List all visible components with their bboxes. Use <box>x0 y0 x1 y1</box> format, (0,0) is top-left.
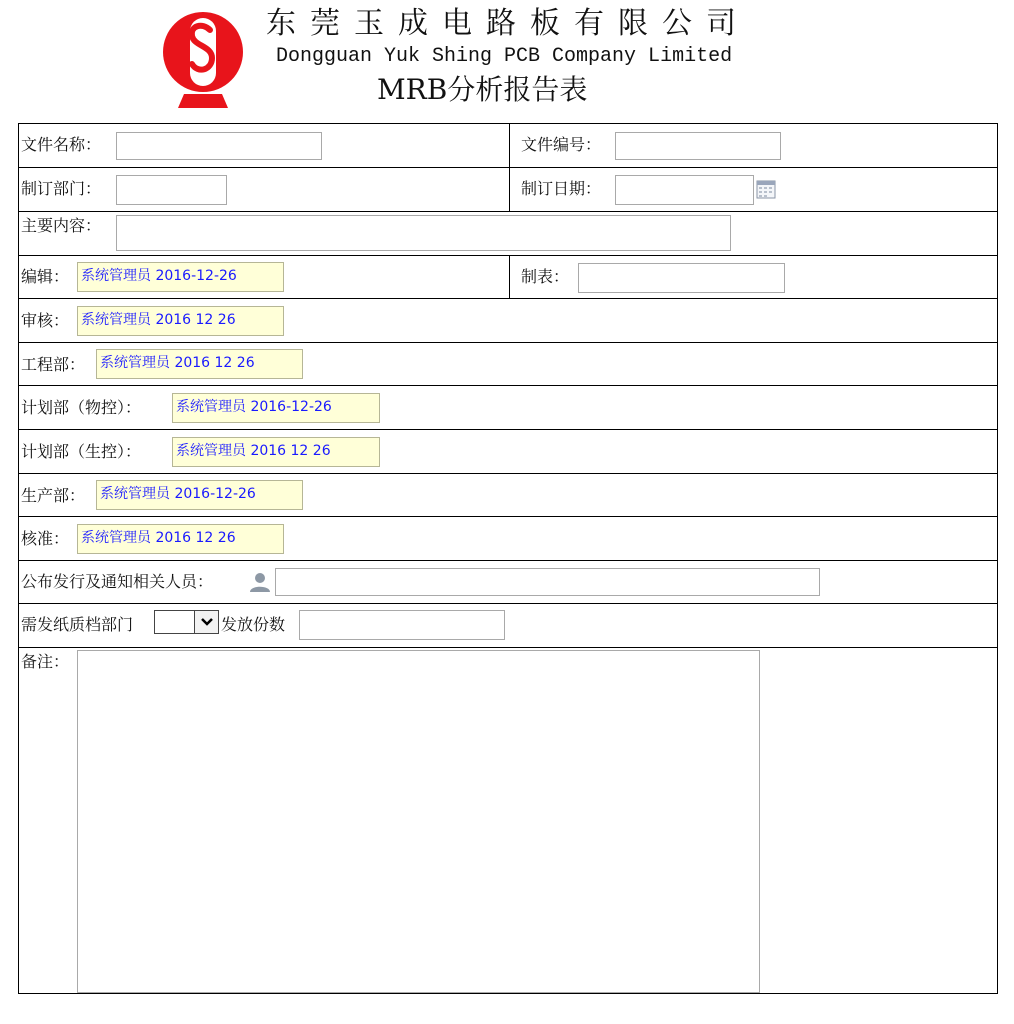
notify-input[interactable] <box>275 568 820 596</box>
row-engineering <box>19 343 997 386</box>
copies-label: 发放份数 <box>221 615 286 634</box>
plan-pc-label: 计划部（生控）： <box>21 442 142 461</box>
row-doc-name <box>19 124 997 168</box>
column-divider <box>509 256 510 298</box>
maker-input[interactable] <box>578 263 785 293</box>
plan-pc-signature: 系统管理员 2016 12 26 <box>172 437 380 467</box>
row-approve <box>19 517 997 561</box>
calendar-icon[interactable] <box>756 179 776 199</box>
prod-signature: 系统管理员 2016-12-26 <box>96 480 303 510</box>
approve-label: 核准： <box>21 529 70 548</box>
copies-input[interactable] <box>299 610 505 640</box>
eng-signature: 系统管理员 2016 12 26 <box>96 349 303 379</box>
row-production <box>19 474 997 517</box>
row-paper-dept <box>19 604 997 648</box>
approve-signature: 系统管理员 2016 12 26 <box>77 524 284 554</box>
row-content <box>19 212 997 256</box>
plan-mc-signature: 系统管理员 2016-12-26 <box>172 393 380 423</box>
dept-label: 制订部门： <box>21 179 102 198</box>
row-dept <box>19 168 997 212</box>
mrb-form <box>18 123 998 994</box>
content-label: 主要内容： <box>21 216 102 235</box>
plan-mc-label: 计划部（物控）： <box>21 398 142 417</box>
row-plan-material <box>19 386 997 430</box>
prod-label: 生产部： <box>21 486 86 505</box>
content-textarea[interactable] <box>116 215 731 251</box>
doc-name-label: 文件名称： <box>21 135 102 154</box>
row-review <box>19 299 997 343</box>
date-input[interactable] <box>615 175 754 205</box>
maker-label: 制表： <box>521 267 570 286</box>
column-divider <box>509 168 510 211</box>
remark-label: 备注： <box>21 652 70 671</box>
review-signature: 系统管理员 2016 12 26 <box>77 306 284 336</box>
review-label: 审核： <box>21 311 70 330</box>
notify-label: 公布发行及通知相关人员： <box>21 572 214 591</box>
company-name-en: Dongguan Yuk Shing PCB Company Limited <box>276 45 733 68</box>
date-label: 制订日期： <box>521 179 602 198</box>
dept-input[interactable] <box>116 175 227 205</box>
person-icon[interactable] <box>249 571 271 593</box>
row-remark <box>19 648 997 993</box>
editor-signature: 系统管理员 2016-12-26 <box>77 262 284 292</box>
doc-name-input[interactable] <box>116 132 322 160</box>
editor-label: 编辑： <box>21 267 70 286</box>
eng-label: 工程部： <box>21 355 86 374</box>
remark-textarea[interactable] <box>77 650 760 993</box>
row-notify <box>19 561 997 604</box>
report-title: MRB分析报告表 <box>377 73 588 106</box>
row-plan-production <box>19 430 997 474</box>
chevron-down-icon[interactable] <box>194 611 218 633</box>
paper-dept-label: 需发纸质档部门 <box>21 615 134 634</box>
company-logo <box>162 8 244 110</box>
column-divider <box>509 124 510 167</box>
doc-no-input[interactable] <box>615 132 781 160</box>
paper-dept-select[interactable] <box>154 610 219 634</box>
company-name-cn: 东莞玉成电路板有限公司 <box>266 6 750 41</box>
doc-no-label: 文件编号： <box>521 135 602 154</box>
row-editor <box>19 256 997 299</box>
